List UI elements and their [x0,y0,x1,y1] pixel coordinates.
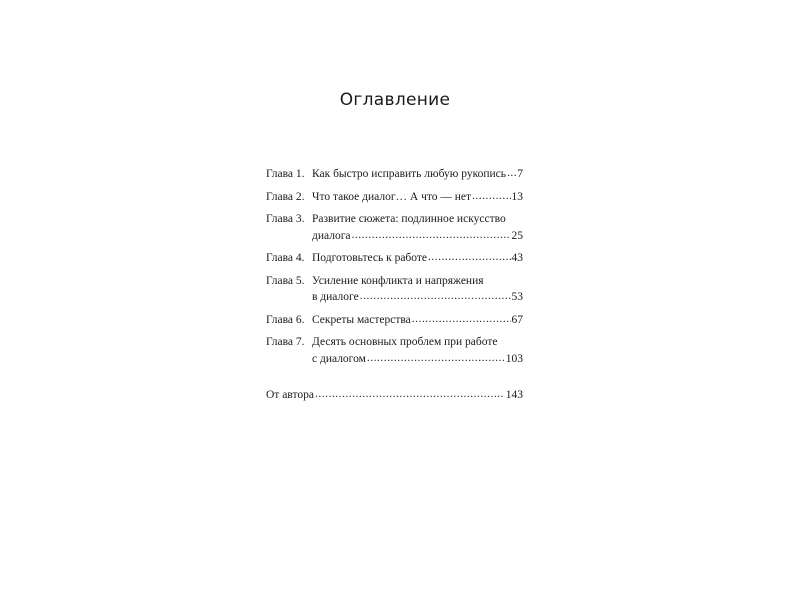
toc-entry-chapter-1[interactable] [266,166,523,183]
page-number: 13 [511,190,523,203]
chapter-title: Секреты мастерства [312,313,411,326]
page-number: 25 [511,229,523,242]
chapter-title-continued: в диалоге [312,291,359,303]
page-title: Оглавление [339,90,451,110]
toc-spacer [266,373,523,387]
toc-entry-chapter-2[interactable] [266,189,523,206]
dot-leader [472,188,510,205]
dot-leader [507,165,516,182]
toc-entry-chapter-5[interactable] [266,273,523,306]
dot-leader [428,249,511,266]
dot-leader [412,311,511,328]
page-number: 53 [511,291,523,303]
chapter-title: Как быстро исправить любую рукопись [312,168,507,180]
chapter-title-continued: с диалогом [312,352,366,365]
chapter-label: Глава 5. [266,274,305,287]
dot-leader [352,227,511,244]
chapter-label: Глава 3. [266,213,305,225]
toc-entry-chapter-7[interactable] [266,334,523,367]
toc-entry-afterword[interactable] [266,387,523,404]
toc-entry-chapter-3[interactable] [266,211,523,244]
chapter-title: Развитие сюжета: подлинное искусство [312,213,506,225]
page-number: 43 [511,252,523,264]
chapter-label: Глава 7. [266,336,305,348]
chapter-title: Десять основных проблем при работе [312,336,498,348]
dot-leader [360,288,511,305]
page-number: 143 [505,389,523,401]
chapter-title: Что такое диалог… А что — нет [312,190,472,203]
page-number: 7 [517,168,523,180]
chapter-title: Усиление конфликта и напряжения [312,274,484,287]
chapter-title: Подготовьтесь к работе [312,252,427,264]
chapter-title-continued: диалога [312,229,351,242]
toc-entry-chapter-6[interactable] [266,312,523,329]
chapter-label: Глава 1. [266,168,305,180]
afterword-title: От автора [266,389,314,401]
chapter-label: Глава 4. [266,252,305,264]
toc-entry-chapter-4[interactable] [266,250,523,267]
dot-leader [315,386,505,403]
chapter-label: Глава 6. [266,313,305,326]
dot-leader [367,350,505,367]
table-of-contents [266,166,523,410]
chapter-label: Глава 2. [266,190,305,203]
page-number: 67 [511,313,523,326]
page-number: 103 [505,352,523,365]
